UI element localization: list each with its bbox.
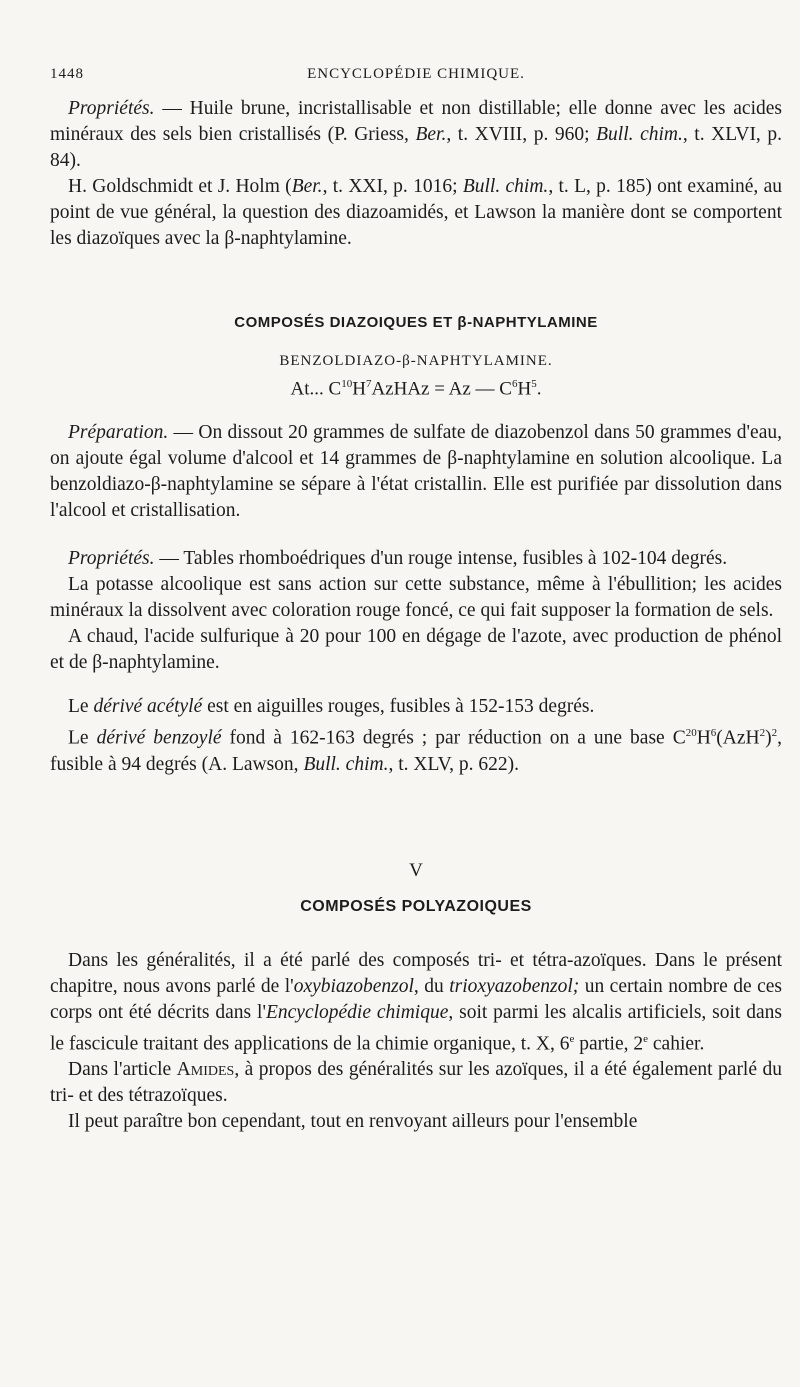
paragraph-goldschmidt: H. Goldschmidt et J. Holm (Ber., t. XXI, p. 1016; Bull. chim., t. L, p. 185) ont examiné, au point de vue général, la question des diazoamidés, et Lawson la manière dont se comportent les diazoïques avec la β-naphtylamine. — [50, 176, 783, 249]
properties-label: Propriétés. — [68, 548, 155, 570]
page — [50, 62, 782, 1135]
paragraph-last: Il peut paraître bon cependant, tout en renvoyant ailleurs pour l'ensemble — [68, 1111, 638, 1133]
formula-line: At... $C^{10}H^7AzHAz = Az$ — $C^6H^5$. — [290, 378, 542, 400]
paragraph-chaud: A chaud, l'acide sulfurique à 20 pour 100 en dégage de l'azote, avec production de phénol et de β-naphtylamine. — [50, 626, 782, 674]
preparation-label: Préparation. — [68, 422, 169, 444]
section-roman-numeral: V — [409, 859, 423, 881]
paragraph-properties: Propriétés. — Tables rhomboédriques d'un rouge intense, fusibles à 102-104 degrés. — [68, 548, 728, 570]
paragraph-preparation: Préparation. — On dissout 20 grammes de sulfate de diazobenzol dans 50 grammes d'eau, on ajoute égal volume d'alcool et 14 grammes de β-naphtylamine en solution alcoolique. La benzoldiazo-β-naphtylamine se sépare à l'état cristallin. Elle est purifiée par dissolution dans l'alcool et cristallisation. — [50, 422, 782, 522]
paragraph-generalites: Dans les généralités, il a été parlé des composés tri- et tétra-azoïques. Dans le présent chapitre, nous avons parlé de l'oxybiazobenzol, du trioxyazobenzol; un certain nombre de ces corps ont été décrits dans l'Encyclopédie chimique, soit parmi les alcalis artificiels, soit dans le fascicule traitant des applications de la chimie organique, t. X, 6e partie, 2e cahier. — [50, 949, 783, 1055]
section-heading: COMPOSÉS POLYAZOIQUES — [300, 897, 532, 915]
page-number: 1448 — [50, 66, 84, 82]
paragraph-acetyl: Le dérivé acétylé est en aiguilles rouges, fusibles à 152-153 degrés. — [68, 696, 595, 718]
paragraph-amides: Dans l'article Amides, à propos des généralités sur les azoïques, il a été également parlé du tri- et des tétrazoïques. — [50, 1059, 782, 1107]
properties-label: Propriétés. — [68, 98, 155, 119]
running-title: ENCYCLOPÉDIE CHIMIQUE. — [307, 66, 525, 82]
paragraph-benzoyl: Le dérivé benzoylé fond à 162-163 degrés ; par réduction on a une base $C^{20}H^6(AzH^2)^2$, fusible à 94 degrés (A. Lawson, Bull. chim., t. XLV, p. 622). — [50, 727, 782, 775]
section-heading: COMPOSÉS DIAZOIQUES ET β-NAPHTYLAMINE — [234, 314, 598, 331]
compound-subheading: BENZOLDIAZO-β-NAPHTYLAMINE. — [279, 353, 553, 369]
running-header — [50, 62, 782, 92]
paragraph-potasse: La potasse alcoolique est sans action sur cette substance, même à l'ébullition; les acides minéraux la dissolvent avec coloration rouge foncé, ce qui fait supposer la formation de sels. — [50, 574, 782, 622]
paragraph-properties-intro: Propriétés. — Huile brune, incristallisable et non distillable; elle donne avec les acides minéraux des sels bien cristallisés (P. Griess, Ber., t. XVIII, p. 960; Bull. chim., t. XLVI, p. 84). — [50, 98, 782, 171]
